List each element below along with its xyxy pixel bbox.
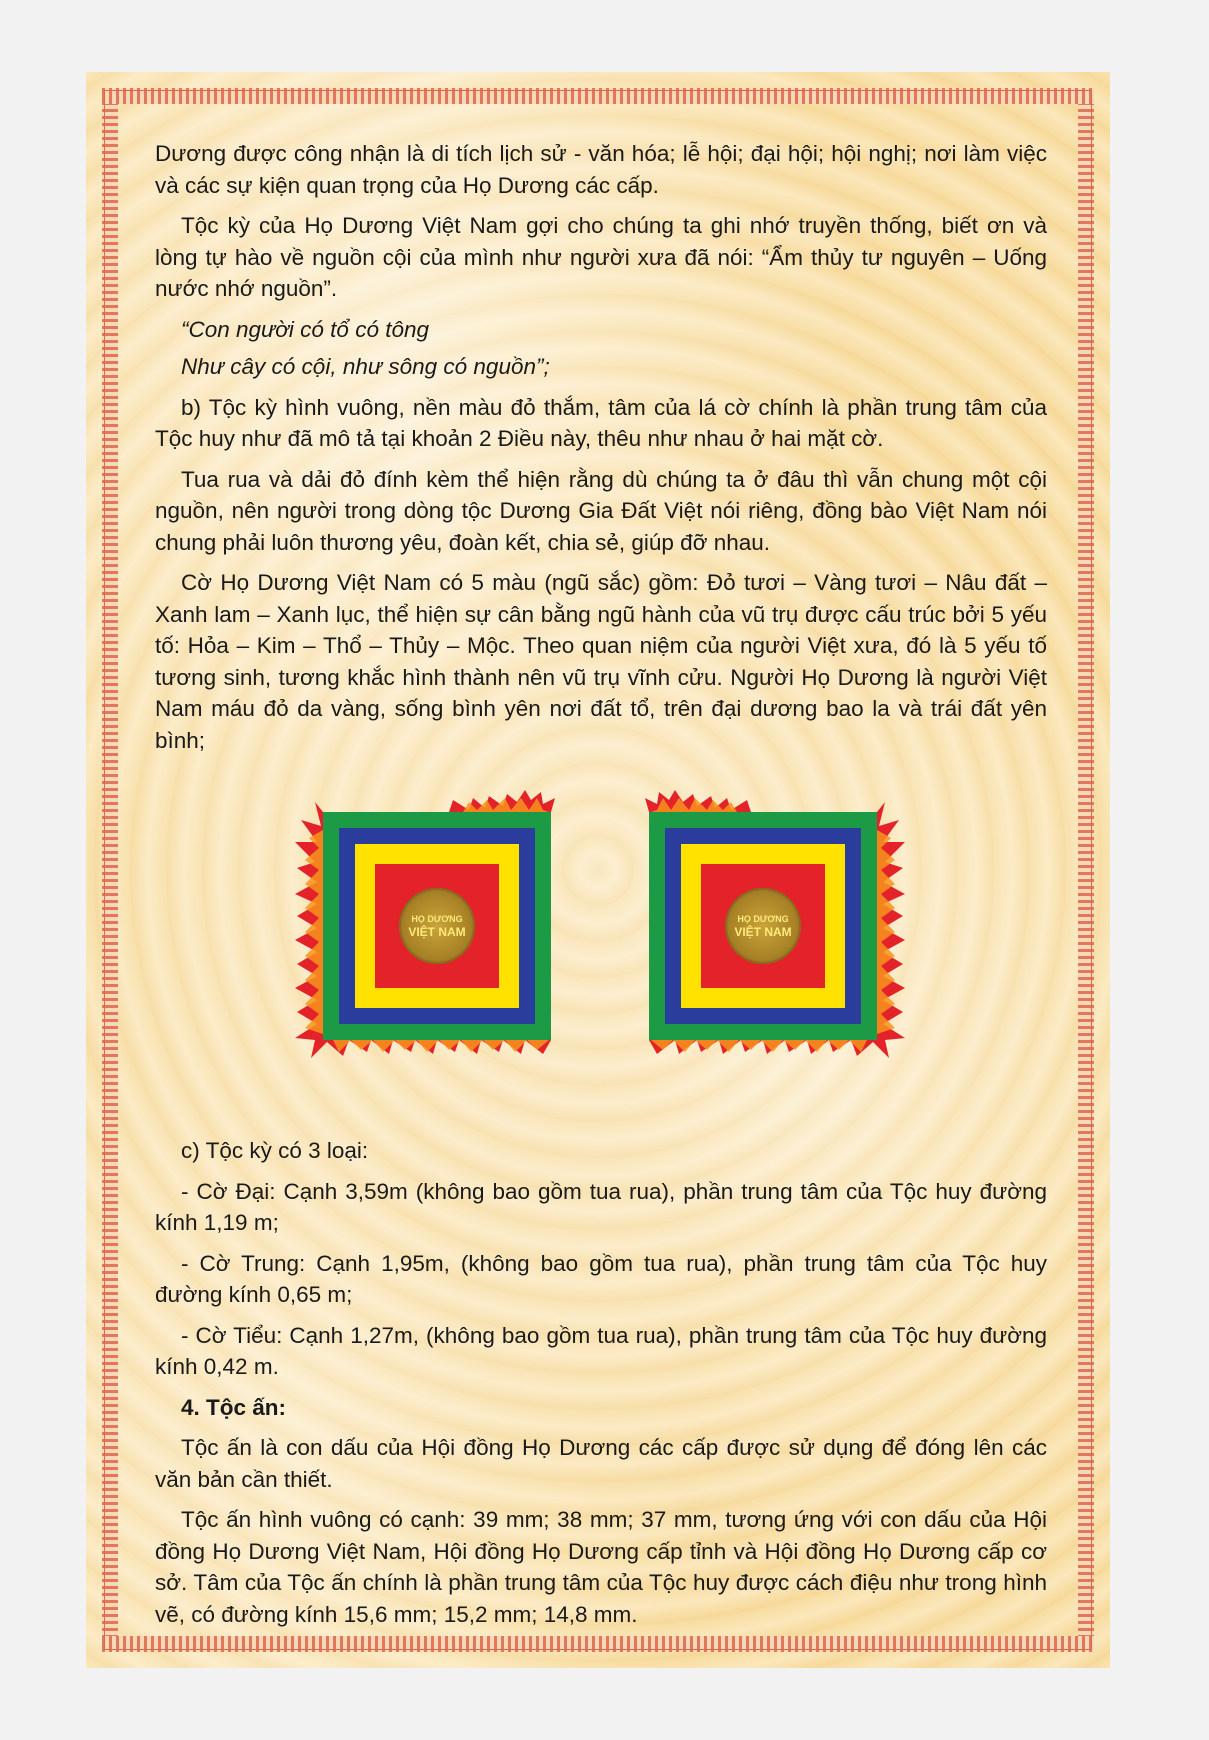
bottom-text-block <box>155 1135 1047 1639</box>
verse-line-1: “Con người có tổ có tông <box>181 316 429 342</box>
clan-seal-emblem <box>725 888 801 964</box>
paragraph-flag-meaning: Tộc kỳ của Họ Dương Việt Nam gợi cho chúng ta ghi nhớ truyền thống, biết ơn và lòng tự hào về nguồn cội của mình như người xưa đã nói: “Ẩm thủy tư nguyên – Uống nước nhớ nguồn”. <box>155 213 1047 301</box>
paragraph-c: c) Tộc kỳ có 3 loại: <box>181 1138 369 1163</box>
seal-text-line2: VIỆT NAM <box>734 924 792 939</box>
flag-left <box>323 812 551 1040</box>
seal-text-line1: HỌ DƯƠNG <box>737 913 789 924</box>
seal-text-line2: VIỆT NAM <box>408 924 466 939</box>
paragraph-continuation: Dương được công nhận là di tích lịch sử - văn hóa; lễ hội; đại hội; hội nghị; nơi làm việc và các sự kiện quan trọng của Họ Dương các cấp. <box>155 141 1047 198</box>
paragraph-five-colors: Cờ Họ Dương Việt Nam có 5 màu (ngũ sắc) gồm: Đỏ tươi – Vàng tươi – Nâu đất – Xanh lam – Xanh lục, thể hiện sự cân bằng ngũ hành của vũ trụ được cấu trúc bởi 5 yếu tố: Hỏa – Kim – Thổ – Thủy – Mộc. Theo quan niệm của người Việt xưa, đó là 5 yếu tố tương sinh, tương khắc hình thành nên vũ trụ vĩnh cửu. Người Họ Dương là người Việt Nam máu đỏ da vàng, sống bình yên nơi đất tổ, trên đại dương bao la và trái đất yên bình; <box>155 570 1047 753</box>
paragraph-fringe: Tua rua và dải đỏ đính kèm thể hiện rằng dù chúng ta ở đâu thì vẫn chung một cội nguồn, nên người trong dòng tộc Dương Gia Đất Việt nói riêng, đồng bào Việt Nam nói chung phải luôn thương yêu, đoàn kết, chia sẻ, giúp đỡ nhau. <box>155 466 1047 555</box>
paragraph-co-tieu: - Cờ Tiểu: Cạnh 1,27m, (không bao gồm tua rua), phần trung tâm của Tộc huy đường kính 0,42 m. <box>155 1322 1047 1379</box>
clan-seal-emblem <box>399 888 475 964</box>
verse-line-2: Như cây có cội, như sông có nguồn”; <box>181 354 550 379</box>
top-text-block <box>155 138 1047 765</box>
section-heading-toc-an: 4. Tộc ấn: <box>181 1394 287 1420</box>
flag-right <box>649 812 877 1040</box>
paragraph-b: b) Tộc kỳ hình vuông, nền màu đỏ thắm, tâm của lá cờ chính là phần trung tâm của Tộc huy như đã mô tả tại khoản 2 Điều này, thêu như nhau ở hai mặt cờ. <box>155 394 1047 451</box>
paragraph-toc-an-def: Tộc ấn là con dấu của Hội đồng Họ Dương các cấp được sử dụng để đóng lên các văn bản cần thiết. <box>155 1435 1047 1492</box>
paragraph-co-dai: - Cờ Đại: Cạnh 3,59m (không bao gồm tua rua), phần trung tâm của Tộc huy đường kính 1,19 m; <box>155 1178 1047 1235</box>
seal-text-line1: HỌ DƯƠNG <box>411 913 463 924</box>
paragraph-toc-an-size: Tộc ấn hình vuông có cạnh: 39 mm; 38 mm; 37 mm, tương ứng với con dấu của Hội đồng Họ Dương Việt Nam, Hội đồng Họ Dương cấp tỉnh và Hội đồng Họ Dương cấp cơ sở. Tâm của Tộc ấn chính là phần trung tâm của Tộc huy được cách điệu như trong hình vẽ, có đường kính 15,6 mm; 15,2 mm; 14,8 mm. <box>155 1507 1047 1627</box>
paragraph-co-trung: - Cờ Trung: Cạnh 1,95m, (không bao gồm tua rua), phần trung tâm của Tộc huy đường kính 0,65 m; <box>155 1250 1047 1307</box>
